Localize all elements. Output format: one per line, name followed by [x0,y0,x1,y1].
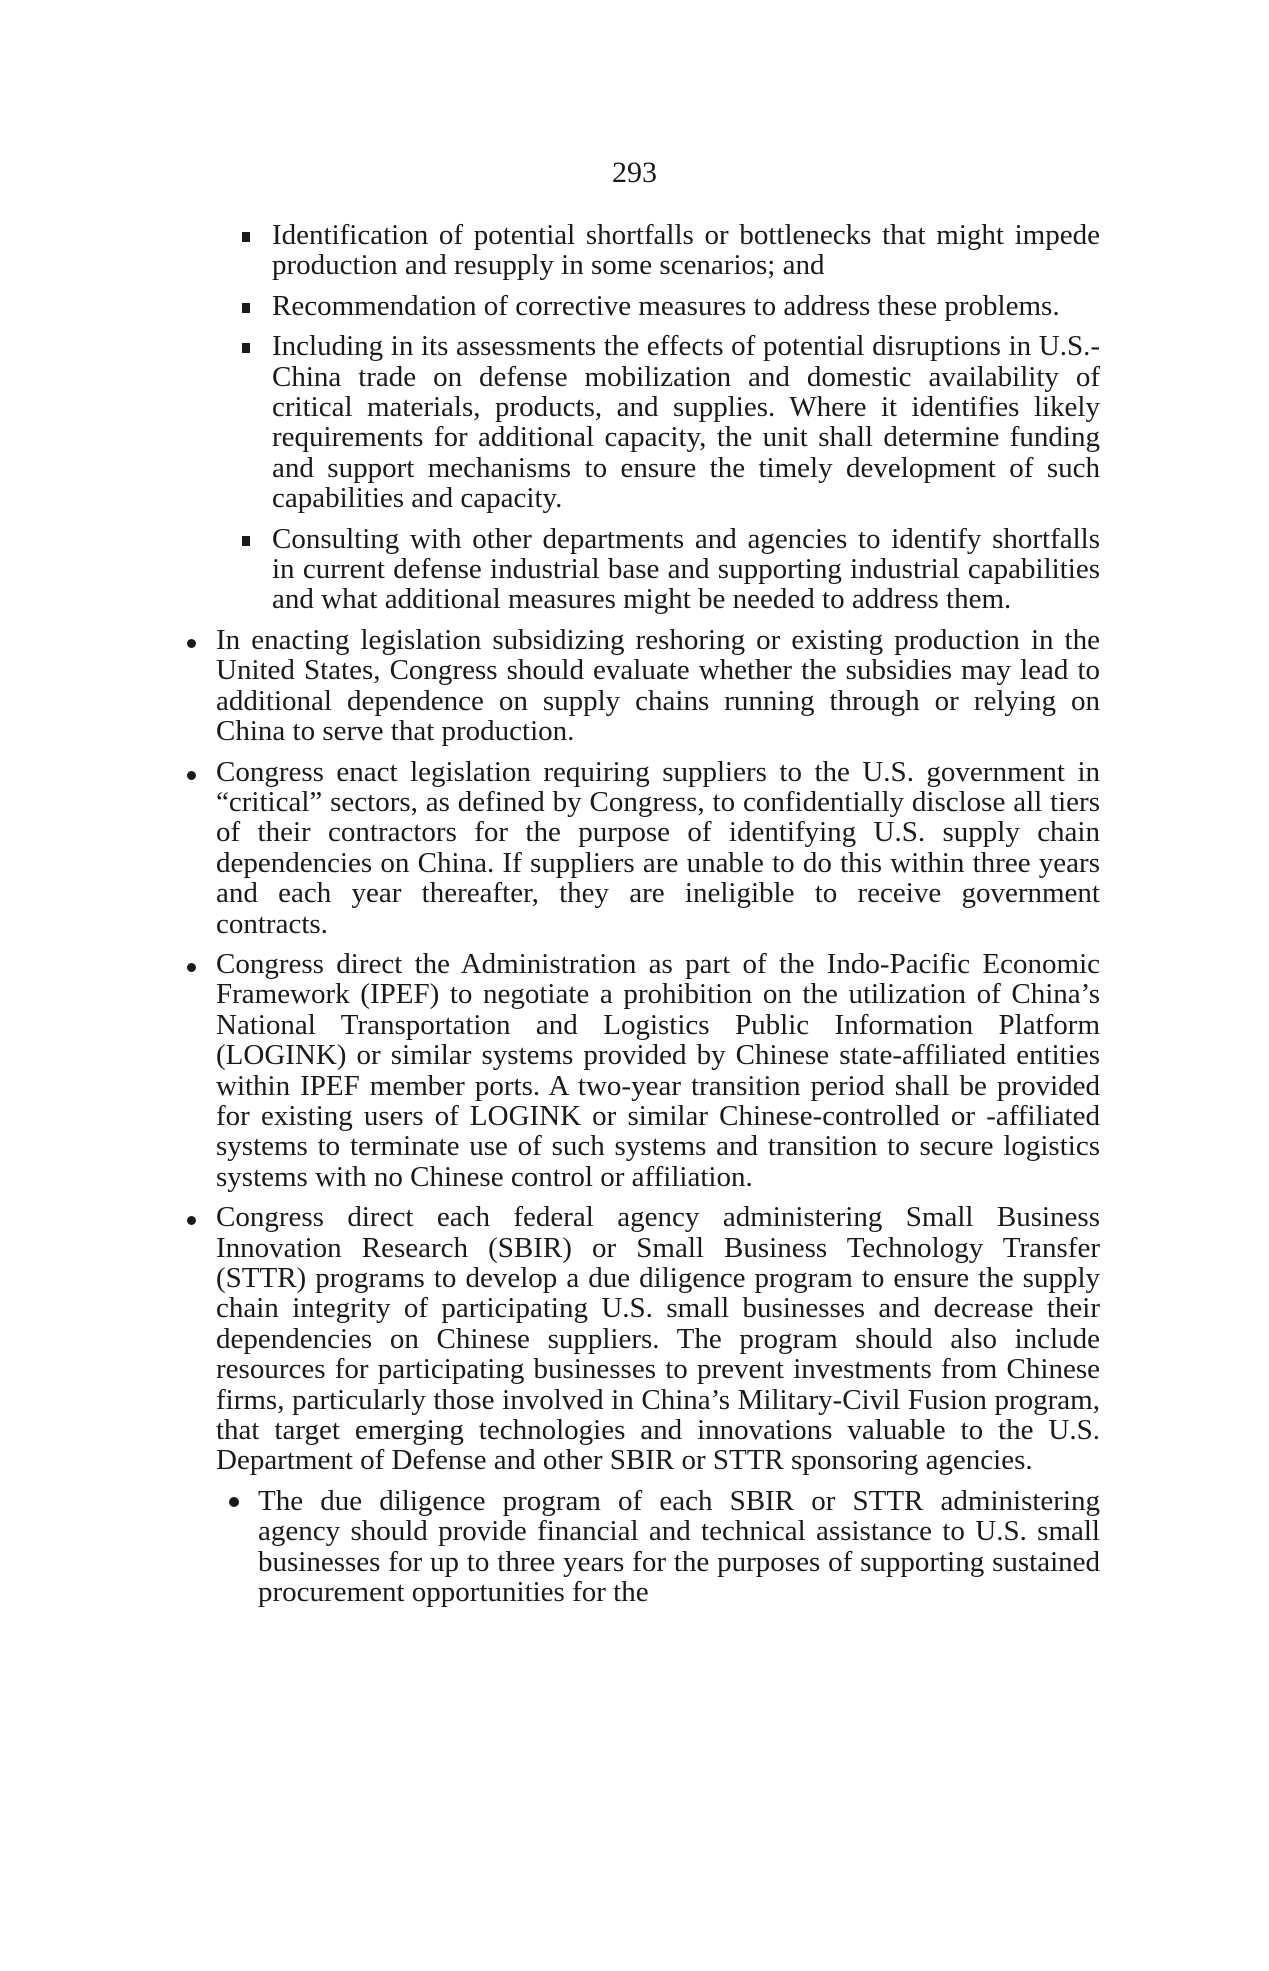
list-item-text: The due diligence program of each SBIR or STTR administering agency should provide financial and technical assistance to U.S. small businesses for up to three years for the purposes of supporting sustained procurement opportunities for the [258,1484,1100,1609]
list-item [204,625,1100,747]
square-bullet-icon [242,343,250,353]
list-item [272,331,1100,513]
square-bullet-icon [242,303,250,313]
list-item [258,1486,1100,1608]
list-item-text: Consulting with other departments and agencies to identify shortfalls in current defense industrial base and supporting industrial capabilities and what additional measures might be needed to address them. [272,522,1100,616]
list-item-text: Recommendation of corrective measures to address these problems. [272,289,1060,322]
list-item-text: Congress direct the Administration as part of the Indo-Pacific Economic Framework (IPEF) to negotiate a prohibition on the utilization of China’s National Transportation and Logistics Public Information Platform (LOGINK) or similar systems provided by Chinese state-affiliated entities within IPEF member ports. A two-year transition period shall be provided for existing users of LOGINK or similar Chinese-controlled or -affiliated systems to terminate use of such systems and transition to secure logistics systems with no Chinese control or affiliation. [216,947,1100,1193]
square-bullet-icon [242,232,250,242]
list-item [272,524,1100,615]
list-item-text: Identification of potential shortfalls or bottlenecks that might impede production and resupply in some scenarios; and [272,219,1100,282]
square-bullet-icon [242,536,250,546]
round-bullet-icon [187,639,196,648]
round-bullet-icon [187,963,196,972]
list-item-text: Congress enact legislation requiring suppliers to the U.S. government in “critical” sectors, as defined by Congress, to confidentially disclose all tiers of their contractors for the purpose of identifying U.S. supply chain dependencies on China. If suppliers are unable to do this within three years and each year thereafter, they are ineligible to receive government contracts. [216,755,1100,940]
hollow-circle-bullet-icon [229,1497,239,1507]
round-bullet-icon [187,771,196,780]
list-item [272,291,1100,321]
page-number: 293 [612,156,657,189]
list-item [204,949,1100,1192]
round-bullet-icon [187,1216,196,1225]
list-item-text: In enacting legislation subsidizing reshoring or existing production in the United States, Congress should evaluate whether the subsidies may lead to additional dependence on supply chains running through or relying on China to serve that production. [216,623,1100,748]
recommendations-list [204,220,1100,1617]
list-item [272,220,1100,281]
list-item [204,757,1100,939]
list-item-text: Congress direct each federal agency administering Small Business Innovation Research (SBIR) or Small Business Technology Transfer (STTR) programs to develop a due diligence program to ensure the supply chain integrity of participating U.S. small businesses and decrease their dependencies on Chinese suppliers. The program should also include resources for participating businesses to prevent investments from Chinese firms, particularly those involved in China’s Military-Civil Fusion program, that target emerging technologies and innovations valuable to the U.S. Department of Defense and other SBIR or STTR sponsoring agencies. [216,1201,1100,1477]
list-item [204,1202,1100,1476]
list-item-nested-container [204,1486,1100,1608]
list-item-text: Including in its assessments the effects of potential disruptions in U.S.-China trade on defense mobilization and domestic availability of critical materials, products, and supplies. Where it identifies likely requirements for additional capacity, the unit shall determine funding and support mechanisms to ensure the timely development of such capabilities and capacity. [272,330,1100,515]
